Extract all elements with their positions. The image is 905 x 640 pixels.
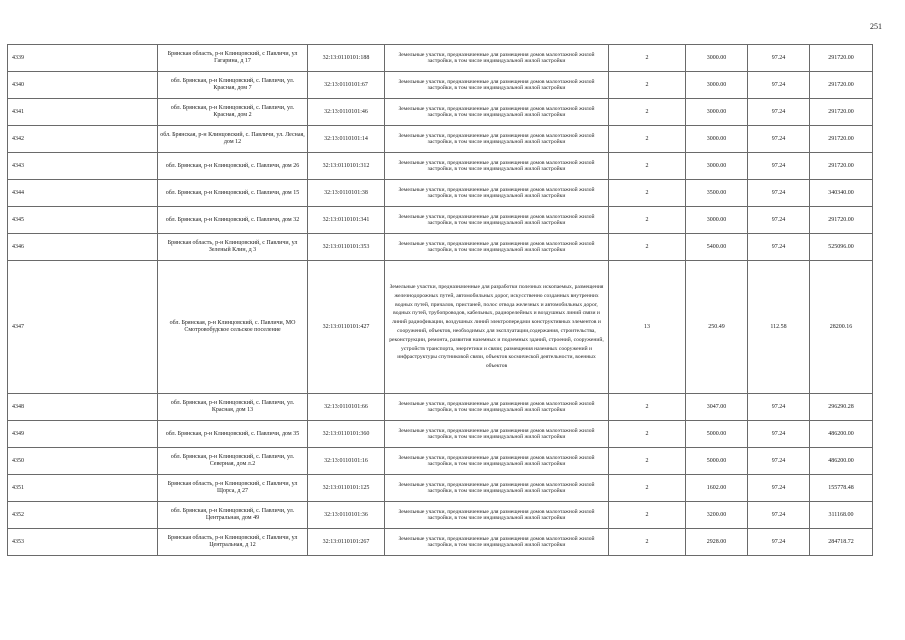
row-number-cell: 4350 — [8, 448, 158, 475]
row-number-cell: 4349 — [8, 421, 158, 448]
rate-cell: 97.24 — [748, 394, 810, 421]
address-cell: обл. Брянская, р-н Клинцовский, с. Павличи, ул. Красная, дом 7 — [158, 72, 308, 99]
rate-cell: 97.24 — [748, 153, 810, 180]
purpose-code-cell: 2 — [609, 502, 686, 529]
cadastral-value-cell: 291720.00 — [810, 207, 873, 234]
purpose-code-cell: 2 — [609, 394, 686, 421]
rate-cell: 97.24 — [748, 207, 810, 234]
area-cell: 3000.00 — [686, 207, 748, 234]
cadastral-value-cell: 291720.00 — [810, 99, 873, 126]
table-row — [8, 72, 873, 99]
cadastral-number-cell: 32:13:0110101:67 — [308, 72, 385, 99]
cadastral-value-cell: 311168.00 — [810, 502, 873, 529]
purpose-code-cell: 2 — [609, 475, 686, 502]
table-row — [8, 394, 873, 421]
purpose-code-cell: 2 — [609, 126, 686, 153]
purpose-code-cell: 2 — [609, 153, 686, 180]
purpose-code-cell: 2 — [609, 529, 686, 556]
cadastral-value-cell: 486200.00 — [810, 448, 873, 475]
address-cell: обл. Брянская, р-н Клинцовский, с. Павличи, ул. Красная, дом 2 — [158, 99, 308, 126]
rate-cell: 97.24 — [748, 126, 810, 153]
address-cell: обл. Брянская, р-н Клинцовский, с. Павличи, ул. Лесная, дом 12 — [158, 126, 308, 153]
land-purpose-cell: Земельные участки, предназначенные для размещения домов малоэтажной жилой застройки, в том числе индивидуальной жилой застройки — [385, 475, 609, 502]
rate-cell: 97.24 — [748, 421, 810, 448]
purpose-code-cell: 2 — [609, 180, 686, 207]
address-cell: Брянская область, р-н Клинцовский, с Павличи, ул Центральная, д 12 — [158, 529, 308, 556]
cadastral-value-cell: 340340.00 — [810, 180, 873, 207]
address-cell: обл. Брянская, р-н Клинцовский, с. Павличи, ул. Красная, дом 13 — [158, 394, 308, 421]
cadastral-number-cell: 32:13:0110101:360 — [308, 421, 385, 448]
address-cell: обл. Брянская, р-н Клинцовский, с. Павличи, дом 35 — [158, 421, 308, 448]
area-cell: 1602.00 — [686, 475, 748, 502]
table-row — [8, 45, 873, 72]
table-row — [8, 153, 873, 180]
rate-cell: 97.24 — [748, 45, 810, 72]
rate-cell: 97.24 — [748, 72, 810, 99]
page-number: 251 — [870, 22, 882, 31]
cadastral-value-cell: 284718.72 — [810, 529, 873, 556]
rate-cell: 112.58 — [748, 261, 810, 394]
row-number-cell: 4339 — [8, 45, 158, 72]
rate-cell: 97.24 — [748, 99, 810, 126]
table-row — [8, 207, 873, 234]
address-cell: обл. Брянская, р-н Клинцовский, с. Павличи, МО Смотровобудское сельское поселение — [158, 261, 308, 394]
rate-cell: 97.24 — [748, 529, 810, 556]
area-cell: 3047.00 — [686, 394, 748, 421]
row-number-cell: 4351 — [8, 475, 158, 502]
address-cell: обл. Брянская, р-н Клинцовский, с. Павличи, ул. Северная, дом л.2 — [158, 448, 308, 475]
land-purpose-cell: Земельные участки, предназначенные для размещения домов малоэтажной жилой застройки, в том числе индивидуальной жилой застройки — [385, 207, 609, 234]
rate-cell: 97.24 — [748, 502, 810, 529]
address-cell: обл. Брянская, р-н Клинцовский, с. Павличи, дом 26 — [158, 153, 308, 180]
address-cell: Брянская область, р-н Клинцовский, с Павличи, ул Щорса, д 27 — [158, 475, 308, 502]
area-cell: 3000.00 — [686, 72, 748, 99]
land-purpose-cell: Земельные участки, предназначенные для размещения домов малоэтажной жилой застройки, в том числе индивидуальной жилой застройки — [385, 180, 609, 207]
row-number-cell: 4345 — [8, 207, 158, 234]
row-number-cell: 4347 — [8, 261, 158, 394]
land-purpose-cell: Земельные участки, предназначенные для размещения домов малоэтажной жилой застройки, в том числе индивидуальной жилой застройки — [385, 153, 609, 180]
land-purpose-cell: Земельные участки, предназначенные для размещения домов малоэтажной жилой застройки, в том числе индивидуальной жилой застройки — [385, 234, 609, 261]
cadastral-number-cell: 32:13:0110101:14 — [308, 126, 385, 153]
cadastral-value-cell: 291720.00 — [810, 45, 873, 72]
land-purpose-cell: Земельные участки, предназначенные для размещения домов малоэтажной жилой застройки, в том числе индивидуальной жилой застройки — [385, 45, 609, 72]
cadastral-number-cell: 32:13:0110101:312 — [308, 153, 385, 180]
table-row — [8, 421, 873, 448]
cadastral-number-cell: 32:13:0110101:46 — [308, 99, 385, 126]
purpose-code-cell: 2 — [609, 421, 686, 448]
table-row — [8, 99, 873, 126]
rate-cell: 97.24 — [748, 180, 810, 207]
purpose-code-cell: 2 — [609, 72, 686, 99]
address-cell: Брянская область, р-н Клинцовский, с Павличи, ул Гагарина, д 17 — [158, 45, 308, 72]
row-number-cell: 4348 — [8, 394, 158, 421]
row-number-cell: 4343 — [8, 153, 158, 180]
cadastral-value-cell: 525096.00 — [810, 234, 873, 261]
cadastral-number-cell: 32:13:0110101:341 — [308, 207, 385, 234]
row-number-cell: 4341 — [8, 99, 158, 126]
land-purpose-cell: Земельные участки, предназначенные для разработки полезных ископаемых, размещения железнодорожных путей, автомобильных дорог, искусственно созданных внутренних водных путей, причалов, пристаней, полос отвода железных и автомобильных дорог, водных путей, трубопроводов, кабельных, радиорелейных и воздушных линий связи и линий радиофикации, воздушных линий электропередачи конструктивных элементов и сооружений, объектов, необходимых для эксплуатации,содержания, строительства, реконструкции, ремонта, развития наземных и подземных зданий, строений, сооружений, устройств транспорта, энергетики и связи; размещения наземных сооружений и инфраструктуры спутниковой связи, объектов космической деятельности, военных объектов — [385, 261, 609, 394]
area-cell: 3000.00 — [686, 45, 748, 72]
cadastral-number-cell: 32:13:0110101:427 — [308, 261, 385, 394]
area-cell: 3500.00 — [686, 180, 748, 207]
row-number-cell: 4346 — [8, 234, 158, 261]
table-row — [8, 448, 873, 475]
land-purpose-cell: Земельные участки, предназначенные для размещения домов малоэтажной жилой застройки, в том числе индивидуальной жилой застройки — [385, 529, 609, 556]
land-purpose-cell: Земельные участки, предназначенные для размещения домов малоэтажной жилой застройки, в том числе индивидуальной жилой застройки — [385, 99, 609, 126]
cadastral-value-cell: 155778.48 — [810, 475, 873, 502]
cadastral-number-cell: 32:13:0110101:38 — [308, 180, 385, 207]
cadastral-number-cell: 32:13:0110101:353 — [308, 234, 385, 261]
cadastral-value-cell: 486200.00 — [810, 421, 873, 448]
cadastral-value-cell: 291720.00 — [810, 126, 873, 153]
rate-cell: 97.24 — [748, 448, 810, 475]
cadastral-value-table — [7, 44, 873, 556]
land-purpose-cell: Земельные участки, предназначенные для размещения домов малоэтажной жилой застройки, в том числе индивидуальной жилой застройки — [385, 126, 609, 153]
row-number-cell: 4352 — [8, 502, 158, 529]
purpose-code-cell: 2 — [609, 234, 686, 261]
table-row — [8, 261, 873, 394]
land-purpose-cell: Земельные участки, предназначенные для размещения домов малоэтажной жилой застройки, в том числе индивидуальной жилой застройки — [385, 502, 609, 529]
area-cell: 3000.00 — [686, 153, 748, 180]
table-row — [8, 180, 873, 207]
rate-cell: 97.24 — [748, 234, 810, 261]
row-number-cell: 4353 — [8, 529, 158, 556]
area-cell: 5400.00 — [686, 234, 748, 261]
cadastral-number-cell: 32:13:0110101:16 — [308, 448, 385, 475]
area-cell: 2928.00 — [686, 529, 748, 556]
address-cell: обл. Брянская, р-н Клинцовский, с. Павличи, дом 15 — [158, 180, 308, 207]
area-cell: 3000.00 — [686, 126, 748, 153]
cadastral-value-cell: 28200.16 — [810, 261, 873, 394]
table-row — [8, 234, 873, 261]
cadastral-value-cell: 291720.00 — [810, 72, 873, 99]
area-cell: 3000.00 — [686, 99, 748, 126]
area-cell: 3200.00 — [686, 502, 748, 529]
address-cell: обл. Брянская, р-н Клинцовский, с. Павличи, дом 32 — [158, 207, 308, 234]
cadastral-number-cell: 32:13:0110101:188 — [308, 45, 385, 72]
area-cell: 5000.00 — [686, 421, 748, 448]
land-purpose-cell: Земельные участки, предназначенные для размещения домов малоэтажной жилой застройки, в том числе индивидуальной жилой застройки — [385, 394, 609, 421]
cadastral-number-cell: 32:13:0110101:125 — [308, 475, 385, 502]
purpose-code-cell: 2 — [609, 99, 686, 126]
cadastral-number-cell: 32:13:0110101:66 — [308, 394, 385, 421]
table-row — [8, 475, 873, 502]
purpose-code-cell: 2 — [609, 448, 686, 475]
purpose-code-cell: 2 — [609, 45, 686, 72]
land-purpose-cell: Земельные участки, предназначенные для размещения домов малоэтажной жилой застройки, в том числе индивидуальной жилой застройки — [385, 421, 609, 448]
table-row — [8, 502, 873, 529]
row-number-cell: 4344 — [8, 180, 158, 207]
land-purpose-cell: Земельные участки, предназначенные для размещения домов малоэтажной жилой застройки, в том числе индивидуальной жилой застройки — [385, 72, 609, 99]
table-row — [8, 126, 873, 153]
area-cell: 250.49 — [686, 261, 748, 394]
purpose-code-cell: 2 — [609, 207, 686, 234]
table-row — [8, 529, 873, 556]
row-number-cell: 4340 — [8, 72, 158, 99]
cadastral-value-cell: 296290.28 — [810, 394, 873, 421]
address-cell: Брянская область, р-н Клинцовский, с Павличи, ул Зеленый Клин, д 3 — [158, 234, 308, 261]
purpose-code-cell: 13 — [609, 261, 686, 394]
cadastral-value-cell: 291720.00 — [810, 153, 873, 180]
area-cell: 5000.00 — [686, 448, 748, 475]
land-purpose-cell: Земельные участки, предназначенные для размещения домов малоэтажной жилой застройки, в том числе индивидуальной жилой застройки — [385, 448, 609, 475]
row-number-cell: 4342 — [8, 126, 158, 153]
cadastral-number-cell: 32:13:0110101:267 — [308, 529, 385, 556]
address-cell: обл. Брянская, р-н Клинцовский, с. Павличи, ул. Центральная, дом 49 — [158, 502, 308, 529]
rate-cell: 97.24 — [748, 475, 810, 502]
cadastral-number-cell: 32:13:0110101:36 — [308, 502, 385, 529]
